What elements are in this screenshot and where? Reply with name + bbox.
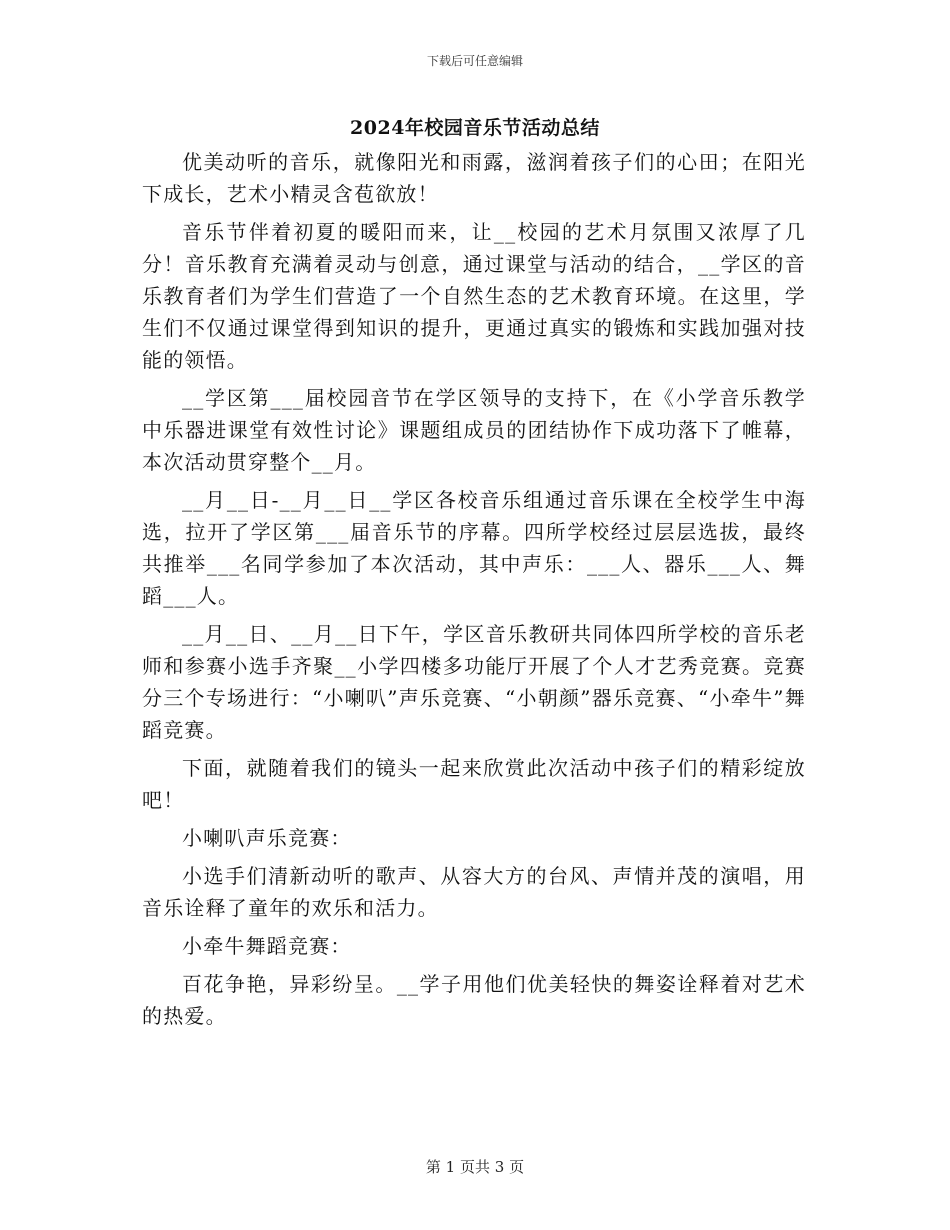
section-heading: 小喇叭声乐竞赛： <box>182 826 352 850</box>
section-heading: 小牵牛舞蹈竞赛： <box>182 934 352 958</box>
document-body <box>142 146 806 1032</box>
paragraph: 优美动听的音乐，就像阳光和雨露，滋润着孩子们的心田；在阳光下成长，艺术小精灵含苞欲放！ <box>142 150 806 206</box>
document-title: 2024年校园音乐节活动总结 <box>350 117 600 139</box>
page-number-footer: 第 1 页共 3 页 <box>425 1158 525 1176</box>
paragraph: __月__日-__月__日__学区各校音乐组通过音乐课在全校学生中海选，拉开了学区第___届音乐节的序幕。四所学校经过层层选拔，最终共推举___名同学参加了本次活动，其中声乐：___人、器乐___人、舞蹈___人。 <box>142 488 806 608</box>
paragraph: 音乐节伴着初夏的暖阳而来，让__校园的艺术月氛围又浓厚了几分！音乐教育充满着灵动与创意，通过课堂与活动的结合，__学区的音乐教育者们为学生们营造了一个自然生态的艺术教育环境。在这里，学生们不仅通过课堂得到知识的提升，更通过真实的锻炼和实践加强对技能的领悟。 <box>142 220 806 372</box>
paragraph: 百花争艳，异彩纷呈。__学子用他们优美轻快的舞姿诠释着对艺术的热爱。 <box>142 972 806 1028</box>
paragraph: __月__日、__月__日下午，学区音乐教研共同体四所学校的音乐老师和参赛小选手齐聚__小学四楼多功能厅开展了个人才艺秀竞赛。竞赛分三个专场进行：“小喇叭”声乐竞赛、“小朝颜”器乐竞赛、“小牵牛”舞蹈竞赛。 <box>142 622 806 742</box>
paragraph: 小选手们清新动听的歌声、从容大方的台风、声情并茂的演唱，用音乐诠释了童年的欢乐和活力。 <box>142 864 806 920</box>
paragraph: 下面，就随着我们的镜头一起来欣赏此次活动中孩子们的精彩绽放吧！ <box>142 756 806 812</box>
page-header-note: 下载后可任意编辑 <box>426 54 523 68</box>
paragraph: __学区第___届校园音节在学区领导的支持下，在《小学音乐教学中乐器进课堂有效性讨论》课题组成员的团结协作下成功落下了帷幕，本次活动贯穿整个__月。 <box>142 386 806 474</box>
